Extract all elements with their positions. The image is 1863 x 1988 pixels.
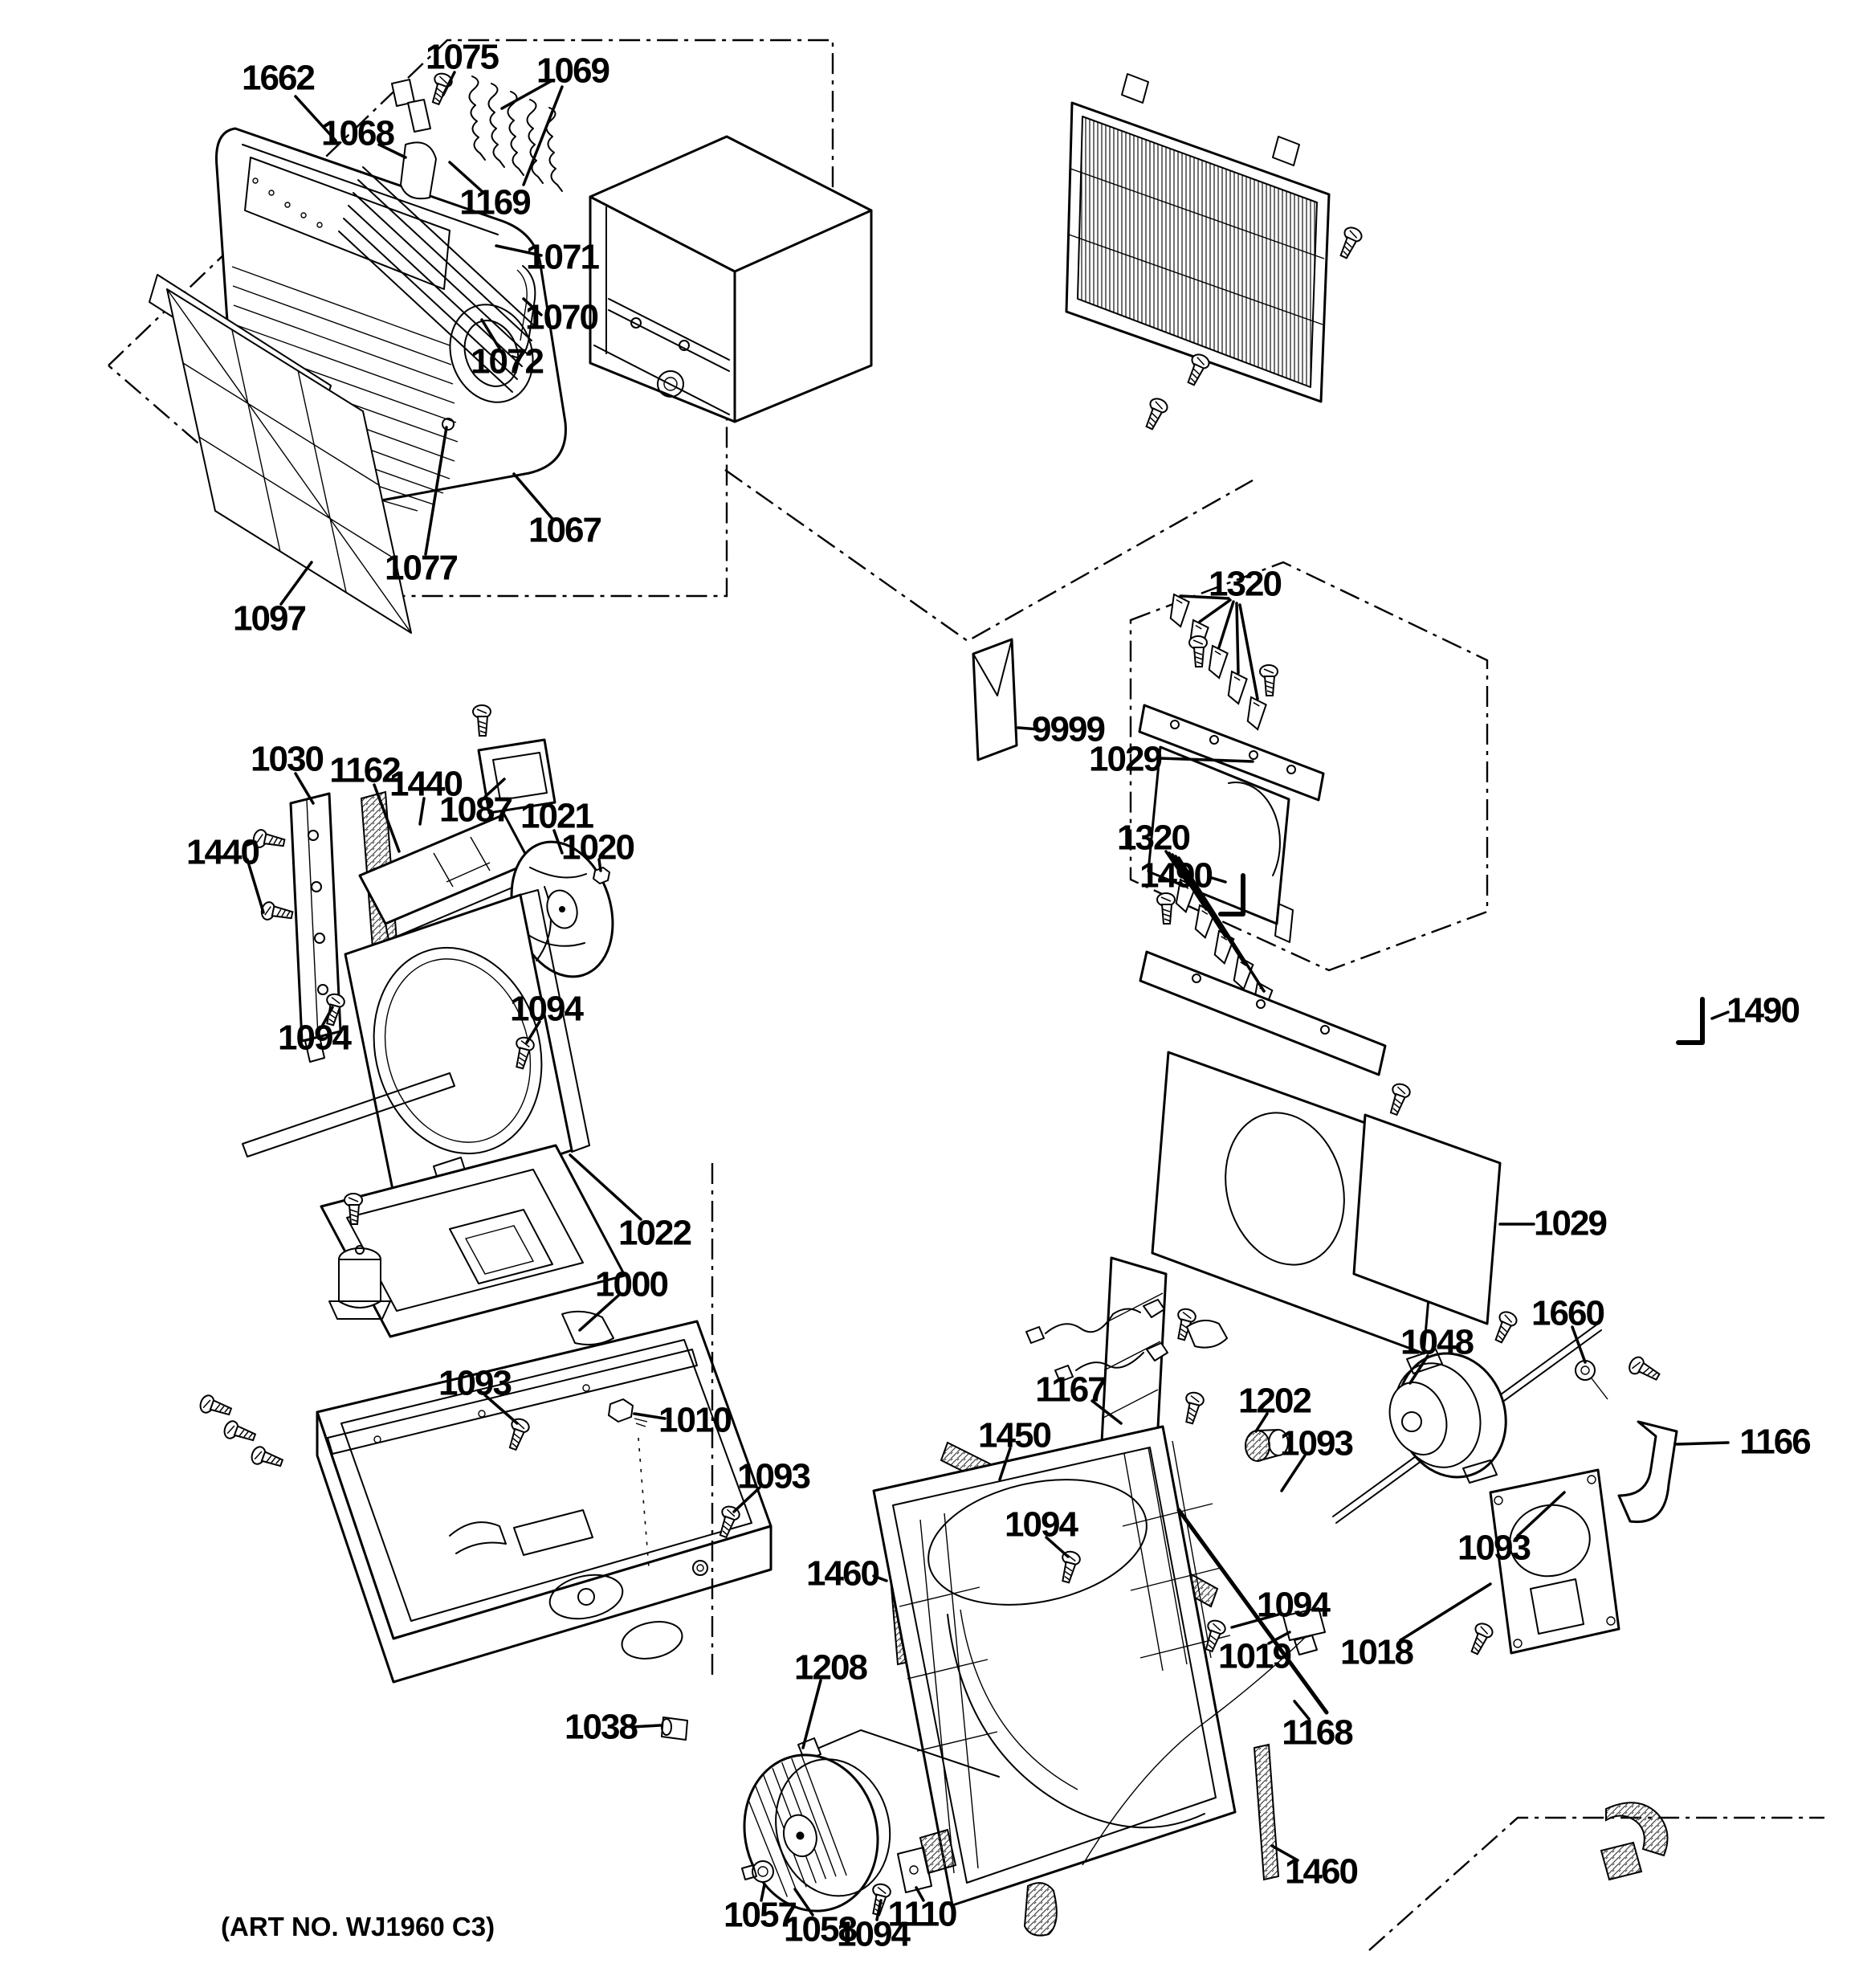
part-label-1094-bottom: 1094 — [837, 1914, 909, 1954]
screw — [1140, 396, 1169, 431]
part-label-1440-top: 1440 — [389, 764, 462, 804]
grille-clip — [1273, 137, 1299, 165]
heat-clip — [1207, 646, 1228, 679]
part-label-1320-top: 1320 — [1209, 564, 1281, 604]
leader-1097 — [281, 562, 312, 604]
part-label-1019: 1019 — [1218, 1636, 1290, 1676]
leader-1320-top — [1237, 603, 1238, 673]
part-label-1440-left: 1440 — [186, 832, 259, 872]
part-label-1070: 1070 — [525, 297, 597, 337]
screw — [1627, 1354, 1662, 1385]
grommet-1202 — [1245, 1431, 1270, 1461]
part-label-1030: 1030 — [251, 739, 323, 779]
art-number: (ART NO. WJ1960 C3) — [221, 1912, 495, 1941]
part-label-1168: 1168 — [1282, 1712, 1352, 1753]
screw — [260, 901, 294, 925]
part-label-1167: 1167 — [1035, 1370, 1106, 1410]
leader-1166 — [1677, 1443, 1728, 1444]
screw — [1335, 225, 1364, 260]
clips-1069 — [469, 76, 562, 191]
part-label-1662: 1662 — [242, 58, 314, 98]
screw — [473, 705, 491, 736]
grille-clip — [1122, 74, 1148, 103]
foam-cube — [1601, 1843, 1641, 1880]
part-label-1094-center: 1094 — [1005, 1504, 1077, 1545]
part-label-1162: 1162 — [329, 750, 400, 790]
part-label-1021: 1021 — [520, 796, 593, 836]
leader-1490-right — [1712, 1012, 1728, 1018]
part-label-1010: 1010 — [658, 1400, 731, 1440]
part-label-1097: 1097 — [233, 598, 305, 639]
part-label-1075: 1075 — [426, 37, 498, 77]
part-label-1450: 1450 — [978, 1415, 1050, 1455]
screw — [198, 1394, 233, 1421]
part-label-1029-top: 1029 — [1089, 739, 1161, 779]
screw — [1189, 636, 1207, 667]
screw — [1490, 1309, 1519, 1345]
screw — [1384, 1082, 1412, 1116]
clip-1038 — [662, 1717, 687, 1740]
part-label-1000: 1000 — [595, 1264, 667, 1304]
part-label-1094-right: 1094 — [1257, 1585, 1329, 1625]
part-label-1208: 1208 — [794, 1647, 866, 1688]
foam-block — [1025, 1883, 1057, 1935]
gasket-1460-right — [1254, 1745, 1278, 1880]
heat-clip — [1245, 697, 1266, 730]
part-label-1093-base: 1093 — [737, 1456, 809, 1496]
part-label-1460-left: 1460 — [806, 1553, 879, 1594]
part-label-1490-right: 1490 — [1726, 990, 1799, 1031]
part-label-1067: 1067 — [528, 510, 601, 550]
part-label-1071: 1071 — [526, 237, 598, 277]
part-label-1110: 1110 — [887, 1894, 956, 1934]
part-label-1069: 1069 — [536, 51, 609, 91]
scroll-housing — [874, 1427, 1235, 1905]
part-label-1077: 1077 — [385, 548, 457, 588]
leader-1320-top — [1219, 602, 1233, 647]
part-label-1058: 1058 — [784, 1909, 856, 1949]
screw — [222, 1419, 257, 1447]
screw — [1260, 665, 1278, 696]
part-label-1038: 1038 — [565, 1707, 637, 1747]
part-label-1087: 1087 — [439, 790, 512, 830]
part-label-1490-left: 1490 — [1139, 855, 1212, 896]
screw — [250, 1445, 284, 1472]
lower-divider-section — [1140, 876, 1702, 1353]
part-label-1068: 1068 — [321, 113, 393, 153]
part-label-1093-a: 1093 — [1280, 1423, 1352, 1463]
leader-1208 — [803, 1680, 821, 1748]
part-label-1029-right: 1029 — [1534, 1203, 1606, 1243]
part-label-1018: 1018 — [1340, 1632, 1413, 1672]
part-label-1094-fan: 1094 — [510, 989, 582, 1029]
part-label-1048: 1048 — [1400, 1322, 1473, 1362]
part-label-1166: 1166 — [1739, 1422, 1810, 1462]
part-label-1093-left: 1093 — [438, 1363, 511, 1403]
cabinet-section — [590, 74, 1364, 760]
screw — [1182, 352, 1211, 387]
heat-clip — [1226, 672, 1247, 704]
keypad-block — [408, 100, 430, 132]
cabinet — [590, 137, 871, 422]
part-label-1169: 1169 — [459, 182, 530, 222]
part-label-1057: 1057 — [724, 1895, 796, 1935]
part-label-1072: 1072 — [471, 341, 543, 382]
screw — [1466, 1621, 1494, 1656]
part-label-1022: 1022 — [618, 1213, 691, 1253]
heat-clip — [1168, 594, 1189, 627]
part-label-1020: 1020 — [561, 827, 634, 867]
tray-bracket — [562, 1312, 614, 1345]
part-label-1660: 1660 — [1531, 1293, 1604, 1333]
bracket-1068 — [401, 142, 436, 198]
motor-bracket-1166 — [1619, 1422, 1677, 1522]
angle-bracket-1490 — [1678, 999, 1702, 1043]
parts-envelope — [973, 639, 1017, 760]
screw — [1157, 893, 1175, 924]
part-label-9999: 9999 — [1032, 709, 1104, 749]
part-label-1320-mid: 1320 — [1117, 818, 1189, 858]
part-label-1460-bottom: 1460 — [1285, 1851, 1357, 1892]
screw — [1180, 1390, 1205, 1424]
hex-bolt-1010 — [609, 1399, 633, 1422]
part-label-1093-b: 1093 — [1457, 1528, 1530, 1568]
part-label-1094-left: 1094 — [278, 1018, 350, 1058]
part-label-1202: 1202 — [1238, 1381, 1311, 1421]
